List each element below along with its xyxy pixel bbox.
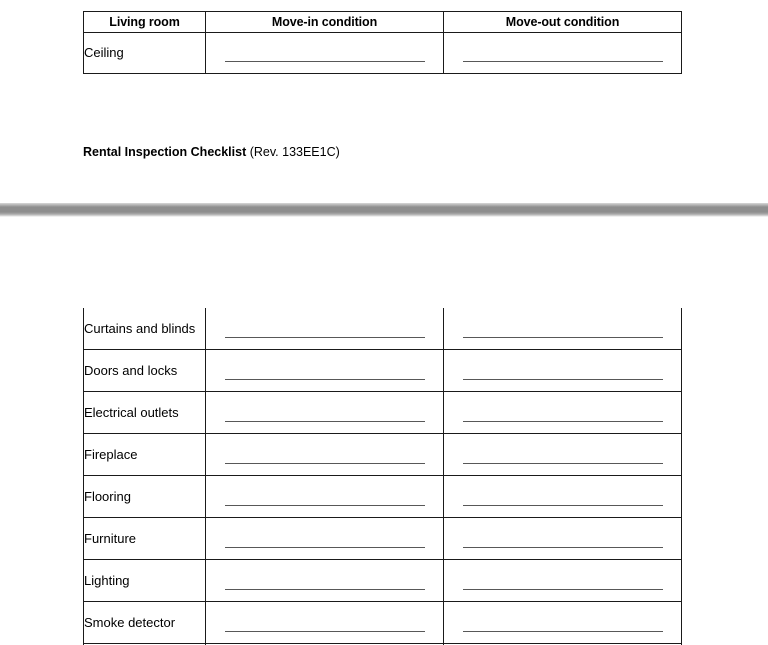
write-in-rule xyxy=(225,547,425,548)
living-room-inspection-table xyxy=(83,11,682,74)
move-in-condition-field[interactable] xyxy=(206,350,444,392)
move-out-condition-field[interactable] xyxy=(444,350,682,392)
move-in-condition-field[interactable] xyxy=(206,518,444,560)
column-header-move-out: Move-out condition xyxy=(444,12,682,33)
write-in-rule xyxy=(225,337,425,338)
write-in-rule xyxy=(463,421,663,422)
inspection-item-label: Fireplace xyxy=(84,434,206,476)
write-in-rule xyxy=(463,463,663,464)
move-in-condition-field[interactable] xyxy=(206,434,444,476)
column-header-room: Living room xyxy=(84,12,206,33)
write-in-rule xyxy=(225,589,425,590)
write-in-rule xyxy=(463,505,663,506)
inspection-item-label: Electrical outlets xyxy=(84,392,206,434)
write-in-rule xyxy=(225,463,425,464)
write-in-rule xyxy=(463,379,663,380)
continued-checklist-viewport xyxy=(0,308,768,645)
page-separator-band xyxy=(0,203,768,217)
inspection-item-label: Curtains and blinds xyxy=(84,308,206,350)
table-row xyxy=(84,308,682,350)
inspection-item-label: Doors and locks xyxy=(84,350,206,392)
write-in-rule xyxy=(463,337,663,338)
move-in-condition-field[interactable] xyxy=(206,308,444,350)
table-row xyxy=(84,392,682,434)
write-in-rule xyxy=(225,421,425,422)
move-out-condition-field[interactable] xyxy=(444,602,682,644)
write-in-rule xyxy=(463,547,663,548)
write-in-rule xyxy=(225,505,425,506)
inspection-item-label: Smoke detector xyxy=(84,602,206,644)
document-caption xyxy=(83,144,340,160)
table-row xyxy=(84,350,682,392)
move-out-condition-field[interactable] xyxy=(444,392,682,434)
continued-inspection-table xyxy=(83,308,682,645)
document-revision: (Rev. 133EE1C) xyxy=(246,145,340,159)
table-header-row xyxy=(84,12,682,33)
inspection-item-label: Flooring xyxy=(84,476,206,518)
move-in-condition-field[interactable] xyxy=(206,602,444,644)
document-title: Rental Inspection Checklist xyxy=(83,145,247,159)
move-in-condition-field[interactable] xyxy=(206,33,444,74)
move-in-condition-field[interactable] xyxy=(206,392,444,434)
write-in-rule xyxy=(463,631,663,632)
table-row xyxy=(84,476,682,518)
move-in-condition-field[interactable] xyxy=(206,560,444,602)
move-out-condition-field[interactable] xyxy=(444,518,682,560)
table-row xyxy=(84,33,682,74)
table-row xyxy=(84,518,682,560)
inspection-item-label: Furniture xyxy=(84,518,206,560)
move-out-condition-field[interactable] xyxy=(444,476,682,518)
move-out-condition-field[interactable] xyxy=(444,560,682,602)
table-row xyxy=(84,434,682,476)
move-out-condition-field[interactable] xyxy=(444,308,682,350)
write-in-rule xyxy=(225,61,425,62)
column-header-move-in: Move-in condition xyxy=(206,12,444,33)
write-in-rule xyxy=(225,631,425,632)
table-row xyxy=(84,560,682,602)
write-in-rule xyxy=(463,589,663,590)
move-out-condition-field[interactable] xyxy=(444,434,682,476)
move-in-condition-field[interactable] xyxy=(206,476,444,518)
inspection-item-label: Lighting xyxy=(84,560,206,602)
table-row xyxy=(84,602,682,644)
write-in-rule xyxy=(463,61,663,62)
inspection-item-label: Ceiling xyxy=(84,33,206,74)
write-in-rule xyxy=(225,379,425,380)
move-out-condition-field[interactable] xyxy=(444,33,682,74)
